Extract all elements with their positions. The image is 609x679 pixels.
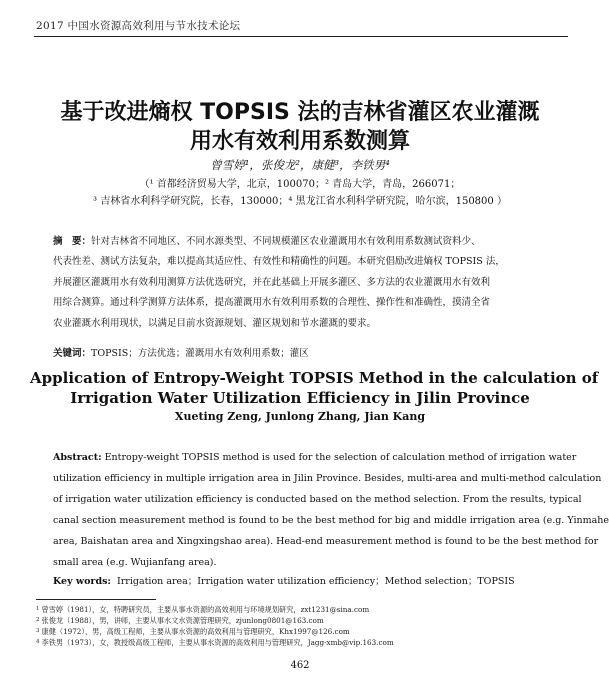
english-abstract-line: canal section measurement method is found to be the best method for big and middle irrigation area (e.g. Yinmahe <box>53 515 609 526</box>
english-authors: Xueting Zeng, Junlong Zhang, Jian Kang <box>174 410 426 423</box>
chinese-abstract-line: 用综合测算。通过科学测算方法体系，提高灌溉用水有效利用系数的合理性、操作性和准确性，摸清全省 <box>53 297 491 308</box>
footnote-mark: 4 <box>36 639 40 645</box>
chinese-title-line-2: 用水有效利用系数测算 <box>189 129 410 154</box>
chinese-authors: 曾雪婷¹，张俊龙²，康健³，李铁男⁴ <box>210 158 390 172</box>
running-header: 2017 中国水资源高效利用与节水技术论坛 <box>36 20 241 32</box>
english-abstract-label: Abstract: <box>53 452 102 463</box>
english-keywords <box>53 573 515 587</box>
english-keywords-label: Key words: <box>53 576 111 587</box>
chinese-keywords <box>53 345 309 359</box>
chinese-abstract-line: 并展灌区灌溉用水有效利用测算方法优选研究，并在此基础上开展多灌区、多方法的农业灌溉用水有效利 <box>53 276 491 288</box>
english-abstract <box>53 447 609 573</box>
english-abstract-line: small area (e.g. Wujianfang area). <box>53 557 217 568</box>
chinese-abstract-line: 代表性差、测试方法复杂，难以提高其适应性、有效性和精确性的问题。本研究倡励改进熵权 TOPSIS 法， <box>53 256 505 267</box>
footnote-mark: 1 <box>36 606 40 612</box>
footnote-text: 康健（1972），男，高级工程师，主要从事水资源的高效利用与管理研究，Khx1997@126.com <box>41 627 350 636</box>
footnote <box>36 637 566 648</box>
header-divider <box>34 36 568 37</box>
chinese-abstract-body <box>53 252 553 334</box>
footnote-mark: 3 <box>36 628 40 634</box>
english-abstract-text: Entropy-weight TOPSIS method is used for the selection of calculation method of irrigation water <box>104 452 577 463</box>
english-keywords-text: Irrigation area；Irrigation water utilization efficiency；Method selection；TOPSIS <box>116 576 515 587</box>
footnote-mark: 2 <box>36 617 40 623</box>
footnote <box>36 626 566 637</box>
footnote-text: 曾雪婷（1981），女，特聘研究员，主要从事水资源的高效利用与环境规划研究，zxt1231@sina.com <box>41 605 370 614</box>
english-abstract-line: area, Baishatan area and Xingxingshao area). Head-end measurement method is found to be the best method for <box>53 536 599 547</box>
chinese-title-line-1: 基于改进熵权 TOPSIS 法的吉林省灌区农业灌溉 <box>60 100 540 125</box>
english-abstract-line <box>53 447 577 468</box>
chinese-affiliations-line-1: （¹ 首都经济贸易大学，北京，100070；² 青岛大学，青岛，266071； <box>139 179 461 190</box>
chinese-abstract-line: 农业灌溉水利用现状，以满足目前水资源规划、灌区规划和节水灌溉的要求。 <box>53 317 377 329</box>
english-title-line-1: Application of Entropy-Weight TOPSIS Method in the calculation of <box>30 369 599 387</box>
chinese-abstract-first-line <box>53 232 553 253</box>
chinese-abstract-line: 针对吉林省不同地区、不同水源类型、不同规模灌区农业灌溉用水有效利用系数测试资料少、 <box>91 236 481 247</box>
english-title-line-2: Irrigation Water Utilization Efficiency in Jilin Province <box>70 389 530 407</box>
chinese-keywords-label: 关键词： <box>53 348 92 359</box>
chinese-abstract-label: 摘 要： <box>53 236 92 247</box>
english-abstract-line: of irrigation water utilization efficiency is conducted based on the method selection. From the results, typical <box>53 494 582 505</box>
chinese-keywords-text: TOPSIS；方法优选；灌溉用水有效利用系数；灌区 <box>91 348 309 359</box>
footnote <box>36 615 566 626</box>
footnote-text: 张俊龙（1988），男，讲师，主要从事水文水资源管理研究，zjunlong0801@163.com <box>41 616 324 625</box>
page-number: 462 <box>290 660 310 671</box>
footnotes <box>36 604 566 648</box>
footnote <box>36 604 566 615</box>
english-abstract-line: utilization efficiency in multiple irrigation area in Jilin Province. Besides, multi-area and multi-method calculation <box>53 473 602 484</box>
footnote-text: 李铁男（1973），女，教授级高级工程师，主要从事水资源的高效利用与管理研究，Jagg-xmb@vip.163.com <box>41 638 394 647</box>
chinese-affiliations-line-2: ³ 吉林省水利科学研究院，长春，130000；⁴ 黑龙江省水利科学研究院，哈尔滨，150800 ） <box>93 196 507 207</box>
footnote-divider <box>36 599 156 600</box>
